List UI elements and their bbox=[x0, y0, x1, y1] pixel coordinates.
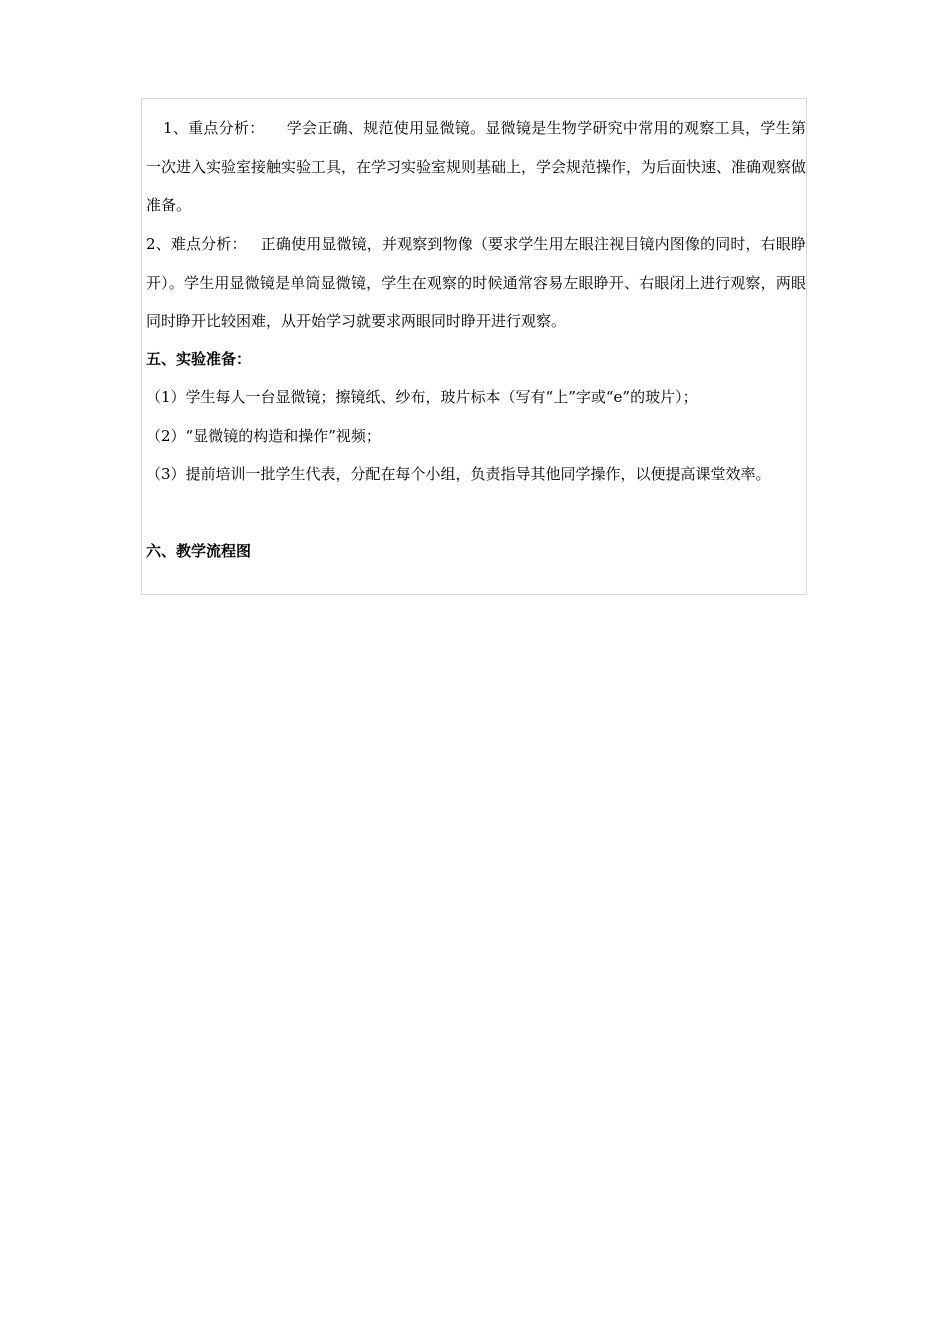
preparation-item-3: （3）提前培训一批学生代表，分配在每个小组，负责指导其他同学操作，以便提高课堂效率。 bbox=[146, 465, 771, 483]
content-frame bbox=[141, 98, 807, 595]
key-points-label: 1、重点分析： bbox=[163, 119, 265, 137]
preparation-item-1: （1）学生每人一台显微镜；擦镜纸、纱布，玻片标本（写有“上”字或“e”的玻片）； bbox=[146, 388, 698, 406]
preparation-heading: 五、实验准备： bbox=[146, 350, 252, 368]
key-points-paragraph bbox=[146, 109, 806, 225]
difficulties-text: 正确使用显微镜，并观察到物像（要求学生用左眼注视目镜内图像的同时，右眼睁开）。学生用显微镜是单筒显微镜，学生在观察的时候通常容易左眼睁开、右眼闭上进行观察，两眼同时睁开比较困难，从开始学习就要求两眼同时睁开进行观察。 bbox=[146, 235, 806, 330]
difficulties-paragraph bbox=[146, 225, 806, 341]
preparation-item-2: （2）“显微镜的构造和操作”视频； bbox=[146, 427, 381, 445]
key-points-text: 学会正确、规范使用显微镜。显微镜是生物学研究中常用的观察工具，学生第一次进入实验室接触实验工具，在学习实验室规则基础上，学会规范操作，为后面快速、准确观察做准备。 bbox=[146, 119, 807, 214]
flowchart-heading: 六、教学流程图 bbox=[146, 542, 252, 560]
difficulties-label: 2、难点分析： bbox=[146, 235, 247, 253]
